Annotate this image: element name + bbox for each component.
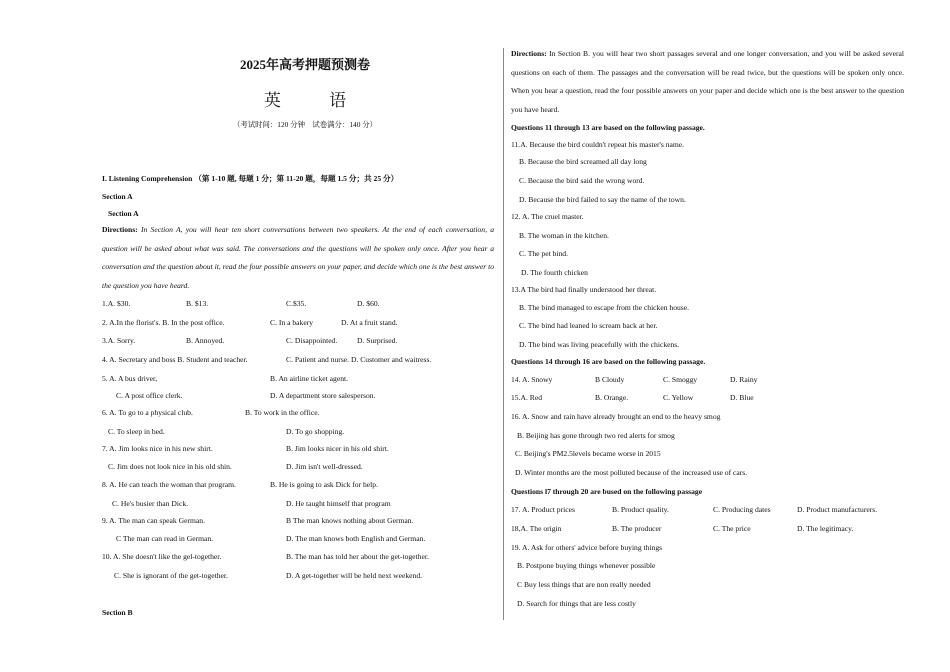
q6-option-c: C. To sleep in bed. xyxy=(108,427,165,436)
q7-option-c: C. Jim does not look nice in his old shin. xyxy=(108,462,232,471)
q15-option-a: 15.A. Red xyxy=(511,393,543,402)
q15-option-c: C. Yellow xyxy=(663,393,694,402)
q11-option-c: C. Because the bird said the wrong word. xyxy=(519,176,645,185)
section-a-subheading: Section A xyxy=(108,209,139,218)
q17-option-b: B. Product quality. xyxy=(612,505,669,514)
exam-info: （考试时间：120 分钟 试卷满分：140 分） xyxy=(232,120,378,129)
q9-option-b: B The man knows nothing about German. xyxy=(286,516,414,525)
q3-option-d: D. Surprised. xyxy=(357,336,398,345)
q7-option-d: D. Jim isn't well-dressed. xyxy=(286,462,363,471)
q11-option-d: D. Because the bird failed to say the name of the town. xyxy=(519,195,686,204)
q5-option-a: 5. A. A bus driver, xyxy=(102,374,158,383)
q2-option-d: D. At a fruit stand. xyxy=(341,318,398,327)
q5-option-c: C. A post office clerk. xyxy=(116,391,183,400)
group-17-20-heading: Questions l7 through 20 are bused on the following passage xyxy=(511,487,703,496)
q13-option-a: 13.A The bird had finally understood her threat. xyxy=(511,285,657,294)
q9-option-c: C The man can read in German. xyxy=(116,534,214,543)
section-a-directions xyxy=(102,221,494,295)
q17-option-c: C. Producing dates xyxy=(713,505,771,514)
section-a-heading: Section A xyxy=(102,192,133,201)
q6-option-d: D. To go shopping. xyxy=(286,427,345,436)
q12-option-a: 12. A. The cruel master. xyxy=(511,212,584,221)
q7-option-a: 7. A. Jim looks nice in his new shirt. xyxy=(102,444,213,453)
q18-option-a: 18,A. The origin xyxy=(511,524,562,533)
q12-option-d: D. The fourth chicken xyxy=(521,268,588,277)
q14-option-b: B Cloudy xyxy=(595,375,625,384)
q19-option-d: D. Search for things that are less costly xyxy=(517,599,636,608)
q13-option-d: D. The bind was living peacefully with the chickens. xyxy=(519,340,680,349)
q16-option-d: D. Winter months are the most polluted because of the increased use of cars. xyxy=(515,468,748,477)
q12-option-c: C. The pet bind. xyxy=(519,249,569,258)
section-b-directions-label: Directions: xyxy=(511,49,547,58)
q17-option-d: D. Product manufacturers. xyxy=(797,505,878,514)
q16-option-b: B. Beijing has gone through two red alerts for smog xyxy=(517,431,675,440)
group-14-16-heading: Questions 14 through 16 are based on the following passage. xyxy=(511,357,706,366)
q17-option-a: 17. A. Product prices xyxy=(511,505,575,514)
q1-option-d: D. $60. xyxy=(357,299,380,308)
q15-option-b: B. Orange. xyxy=(595,393,629,402)
q10-option-c: C. She is ignorant of the get-together. xyxy=(114,571,228,580)
subject-title: 英 语 xyxy=(263,91,369,110)
q7-option-b: B. Jim looks nicer in his old shirt. xyxy=(286,444,389,453)
q19-option-b: B. Postpone buying things whenever possible xyxy=(517,561,656,570)
q13-option-b: B. The bind managed to escape from the chicken house. xyxy=(519,303,690,312)
q19-option-c: C Buy less things that are non really needed xyxy=(517,580,651,589)
q8-option-c: C. He's busier than Dick. xyxy=(112,499,189,508)
q9-option-a: 9. A. The man can speak German. xyxy=(102,516,205,525)
page-title: 2025年高考押题预测卷 xyxy=(239,57,370,72)
q12-option-b: B. The woman in the kitchen. xyxy=(519,231,609,240)
q11-option-a: 11.A. Because the bird couldn't repeat his master's name. xyxy=(511,140,685,149)
section-b-directions xyxy=(511,45,904,119)
q6-option-a: 6. A. To go to a physical club. xyxy=(102,408,193,417)
q3-option-a: 3.A. Sorry. xyxy=(102,336,136,345)
q8-option-b: B. He is going to ask Dick for help. xyxy=(270,480,378,489)
q18-option-d: D. The legitimacy. xyxy=(797,524,854,533)
q15-option-d: D. Blue xyxy=(730,393,754,402)
section-b-directions-text: In Section B. you will hear two short passages several and one longer conversation, and you will be asked several questions on each of them. The passages and the conversation will be read twice, but the questions will be spoken only once. When you hear a question, read the four possible answers on your paper and decide which one is the best answer to the question you have heard. xyxy=(511,49,904,114)
q10-option-a: 10. A. She doesn't like the gel-together. xyxy=(102,552,222,561)
q14-option-d: D. Rainy xyxy=(730,375,758,384)
q2-options-ab: 2. A.In the florist's. B. In the post office. xyxy=(102,318,225,327)
q10-option-b: B. The man has told her about the get-together. xyxy=(286,552,429,561)
q5-option-d: D. A department store salesperson. xyxy=(270,391,376,400)
q4-options-ab: 4. A. Secretary and boss B. Student and teacher. xyxy=(102,355,248,364)
q18-option-c: C. The price xyxy=(713,524,751,533)
q16-option-c: C. Beijing's PM2.5levels became worse in 2015 xyxy=(515,449,661,458)
group-11-13-heading: Questions 11 through 13 are based on the following passage. xyxy=(511,123,705,132)
q2-option-c: C. In a bakery xyxy=(270,318,314,327)
q16-option-a: 16. A. Snow and rain have already brought an end to the heavy smog xyxy=(511,412,721,421)
q18-option-b: B. The producer xyxy=(612,524,662,533)
q6-option-b: B. To work in the office. xyxy=(245,408,320,417)
q19-option-a: 19. A. Ask for others' advice before buying things xyxy=(511,543,663,552)
q8-option-d: D. He taught himself that program xyxy=(286,499,391,508)
q8-option-a: 8. A. He can teach the woman that program. xyxy=(102,480,236,489)
q3-option-b: B. Annoyed. xyxy=(186,336,225,345)
directions-text: In Section A, you will hear ten short conversations between two speakers. At the end of each conversation, a question will be asked about what was said. The conversations and the questions will be spoken only once. After you hear a conversation and the question about it, read the four possible answers on your paper, and decide which one is the best answer to the question you have heard. xyxy=(102,225,495,290)
q1-option-c: C.$35. xyxy=(286,299,307,308)
q5-option-b: B. An airline ticket agent. xyxy=(270,374,349,383)
q3-option-c: C. Disappointed. xyxy=(286,336,338,345)
q1-option-a: 1.A. $30. xyxy=(102,299,131,308)
q14-option-a: 14. A. Snowy xyxy=(511,375,553,384)
q1-option-b: B. $13. xyxy=(186,299,209,308)
q10-option-d: D. A get-together will be held next weekend. xyxy=(286,571,423,580)
part1-heading: I. Listening Comprehension （第 1-10 题, 每题 1 分；第 11-20 题，每题 1.5 分；共 25 分） xyxy=(102,174,399,183)
directions-label: Directions: xyxy=(102,225,138,234)
q4-options-cd: C. Patient and nurse. D. Customer and waitress. xyxy=(286,355,432,364)
q9-option-d: D. The man knows both English and German. xyxy=(286,534,426,543)
column-divider xyxy=(503,48,504,620)
q14-option-c: C. Smoggy xyxy=(663,375,698,384)
q13-option-c: C. The bind had leaned lo scream back at her. xyxy=(519,321,658,330)
q11-option-b: B. Because the bird screamed all day long xyxy=(519,157,647,166)
section-b-heading: Section B xyxy=(102,608,133,617)
